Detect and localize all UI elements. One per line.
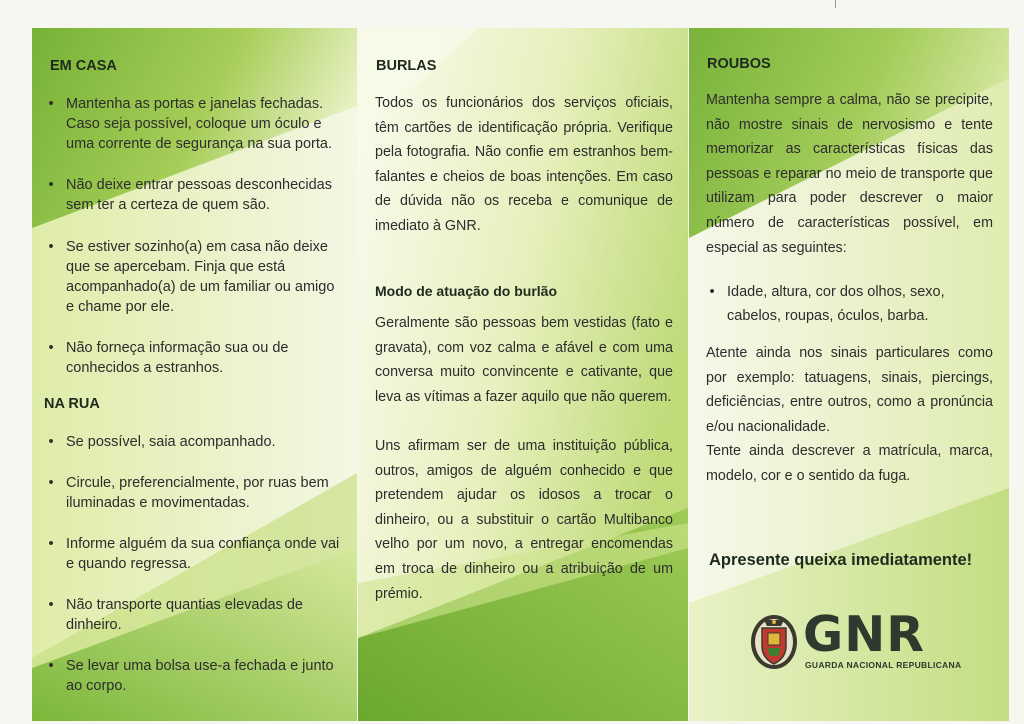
panel-burlas bbox=[358, 28, 688, 721]
bullet-dot: • bbox=[709, 284, 715, 300]
list-item bbox=[48, 656, 344, 696]
list-item-text: Não forneça informação sua ou de conhecidos a estranhos. bbox=[66, 340, 289, 376]
bullet-dot: • bbox=[48, 340, 54, 356]
bullet-dot: • bbox=[48, 475, 54, 491]
list-item-text: Não deixe entrar pessoas desconhecidas sem ter a certeza de quem são. bbox=[66, 177, 332, 213]
bullet-dot: • bbox=[48, 536, 54, 552]
list-item-text: Circule, preferencialmente, por ruas bem iluminadas e movimentadas. bbox=[66, 475, 329, 511]
heading-roubos: ROUBOS bbox=[707, 56, 771, 72]
heading-em-casa: EM CASA bbox=[50, 58, 117, 74]
list-item-text: Se levar uma bolsa use-a fechada e junto ao corpo. bbox=[66, 658, 334, 694]
bullet-dot: • bbox=[48, 434, 54, 450]
list-item bbox=[48, 595, 344, 635]
burlas-body: Geralmente são pessoas bem vestidas (fato e gravata), com voz calma e afável e com uma conversa muito convincente e cativante, que leva as vítimas a fazer aquilo que não querem. bbox=[375, 315, 673, 405]
roubos-para-3: Tente ainda descrever a matrícula, marca, modelo, cor e o sentido da fuga. bbox=[706, 443, 993, 484]
list-item bbox=[48, 94, 344, 154]
list-item bbox=[48, 534, 344, 574]
gnr-logo bbox=[749, 606, 989, 680]
bullet-dot: • bbox=[48, 658, 54, 674]
gnr-logo-subtitle: GUARDA NACIONAL REPUBLICANA bbox=[805, 660, 962, 670]
list-item-text: Idade, altura, cor dos olhos, sexo, cabelos, roupas, óculos, barba. bbox=[727, 284, 945, 324]
burlas-body-2: Uns afirmam ser de uma instituição pública, outros, amigos de alguém conhecido e que pretendem ajudar os idosos a trocar o dinheiro, ou a substituir o cartão Multibanco velho por um novo, a entregar encomendas em troca de dinheiro ou a atribuição de um prémio. bbox=[375, 438, 673, 602]
heading-burlas: BURLAS bbox=[376, 58, 437, 74]
panel-em-casa bbox=[32, 28, 357, 721]
list-item-text: Informe alguém da sua confiança onde vai e quando regressa. bbox=[66, 536, 340, 572]
burlas-intro: Todos os funcionários dos serviços oficiais, têm cartões de identificação própria. Verifique pela fotografia. Não confie em estranhos bem-falantes e cheios de boas intenções. Em caso de dúvida não os receba e comunique de imediato à GNR. bbox=[375, 95, 673, 234]
list-item-text: Se estiver sozinho(a) em casa não deixe que se apercebam. Finja que está acompanhado(a) de um familiar ou amigo e chame por ele. bbox=[66, 239, 335, 315]
heading-na-rua: NA RUA bbox=[44, 396, 100, 412]
bullet-dot: • bbox=[48, 177, 54, 193]
subheading-modo-atuacao: Modo de atuação do burlão bbox=[375, 283, 558, 299]
list-item bbox=[48, 473, 344, 513]
gnr-crest-icon bbox=[749, 612, 799, 672]
roubos-para-2: Atente ainda nos sinais particulares como por exemplo: tatuagens, sinais, piercings, deficiências, entre outros, como a pronúncia e/ou nacionalidade. bbox=[706, 345, 993, 435]
list-item bbox=[48, 237, 344, 317]
list-item-text: Não transporte quantias elevadas de dinheiro. bbox=[66, 597, 303, 633]
list-item bbox=[48, 432, 344, 452]
list-item bbox=[48, 338, 344, 378]
bullet-dot: • bbox=[48, 96, 54, 112]
list-item-text: Se possível, saia acompanhado. bbox=[66, 434, 276, 450]
bullet-dot: • bbox=[48, 239, 54, 255]
cta-apresente-queixa: Apresente queixa imediatamente! bbox=[709, 551, 973, 569]
roubos-intro: Mantenha sempre a calma, não se precipite, não mostre sinais de nervosismo e tente memorizar as características físicas das pessoas e reparar no meio de transporte que utilizam para poder descrever o maior número de características possível, em especial as seguintes: bbox=[706, 92, 993, 256]
list-item bbox=[48, 175, 344, 215]
list-item-text: Mantenha as portas e janelas fechadas. Caso seja possível, coloque um óculo e uma corrente de segurança na sua porta. bbox=[66, 96, 332, 152]
gnr-logo-text: GNR bbox=[803, 606, 925, 663]
panel-roubos bbox=[689, 28, 1009, 721]
bullet-dot: • bbox=[48, 597, 54, 613]
crop-mark bbox=[835, 0, 836, 8]
list-item bbox=[709, 280, 993, 328]
